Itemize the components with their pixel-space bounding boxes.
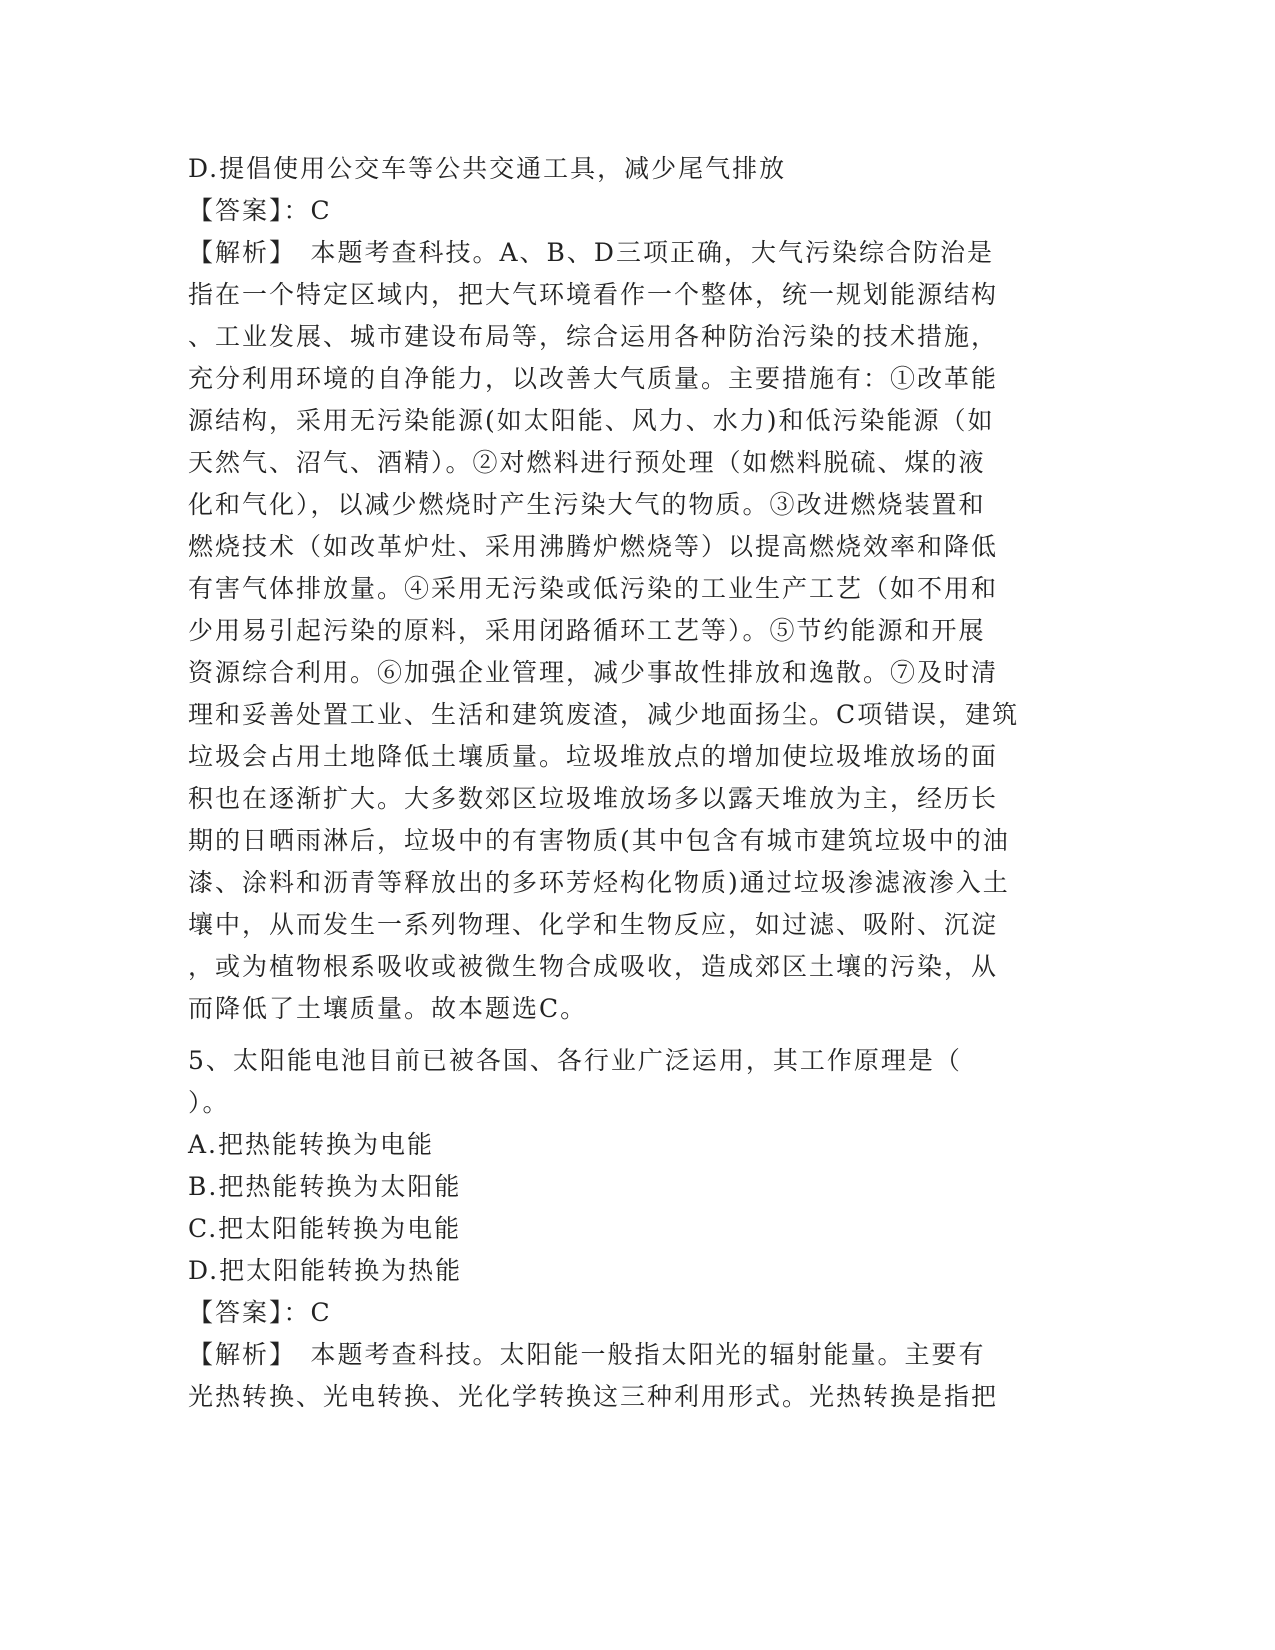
analysis-line: 理和妥善处置工业、生活和建筑废渣，减少地面扬尘。C项错误，建筑 [188,700,1020,729]
analysis-line: 燃烧技术（如改革炉灶、采用沸腾炉燃烧等）以提高燃烧效率和降低 [188,532,999,561]
question-5 [188,1040,1068,1418]
stem-line: ）。 [188,1088,230,1117]
option-c: C.把太阳能转换为电能 [188,1214,462,1243]
analysis-line: 光热转换、光电转换、光化学转换这三种利用形式。光热转换是指把 [188,1382,999,1411]
analysis-line: 有害气体排放量。④采用无污染或低污染的工业生产工艺（如不用和 [188,574,999,603]
question-gap [188,1030,1068,1040]
analysis-line: 积也在逐渐扩大。大多数郊区垃圾堆放场多以露天堆放为主，经历长 [188,784,999,813]
analysis-line: 而降低了土壤质量。故本题选C。 [188,994,588,1023]
analysis-line: 指在一个特定区域内，把大气环境看作一个整体，统一规划能源结构 [188,280,999,309]
analysis-line: 天然气、沼气、酒精）。②对燃料进行预处理（如燃料脱硫、煤的液 [188,448,986,477]
analysis-line: 充分利用环境的自净能力，以改善大气质量。主要措施有：①改革能 [188,364,999,393]
option-b: B.把热能转换为太阳能 [188,1172,462,1201]
question-4-tail [188,148,1068,1030]
analysis-line: 【解析】 本题考查科技。太阳能一般指太阳光的辐射能量。主要有 [188,1340,986,1369]
analysis-line: 期的日晒雨淋后，垃圾中的有害物质(其中包含有城市建筑垃圾中的油 [188,826,1010,855]
page-content [188,148,1068,1418]
question-stem [188,1040,1068,1124]
analysis-line: 少用易引起污染的原料，采用闭路循环工艺等）。⑤节约能源和开展 [188,616,986,645]
analysis-line: 漆、涂料和沥青等释放出的多环芳烃构化物质)通过垃圾渗滤液渗入土 [188,868,1010,897]
answer-line: 【答案】：C [188,1298,332,1327]
answer-line: 【答案】：C [188,196,332,225]
analysis-line: 【解析】 本题考查科技。A、B、D三项正确，大气污染综合防治是 [188,238,994,267]
analysis-line: 垃圾会占用土地降低土壤质量。垃圾堆放点的增加使垃圾堆放场的面 [188,742,999,771]
analysis-line: 壤中，从而发生一系列物理、化学和生物反应，如过滤、吸附、沉淀 [188,910,999,939]
analysis-line: ，或为植物根系吸收或被微生物合成吸收，造成郊区土壤的污染，从 [188,952,999,981]
analysis-line: 源结构，采用无污染能源(如太阳能、风力、水力)和低污染能源（如 [188,406,995,435]
analysis-block [188,232,1068,1030]
stem-line: 5、太阳能电池目前已被各国、各行业广泛运用，其工作原理是（ [188,1046,962,1075]
option-a: A.把热能转换为电能 [188,1130,435,1159]
option-d: D.把太阳能转换为热能 [188,1256,463,1285]
analysis-line: 化和气化），以减少燃烧时产生污染大气的物质。③改进燃烧装置和 [188,490,986,519]
options-list [188,1124,1068,1292]
analysis-line: 资源综合利用。⑥加强企业管理，减少事故性排放和逸散。⑦及时清 [188,658,999,687]
analysis-block [188,1334,1068,1418]
option-d: D.提倡使用公交车等公共交通工具，减少尾气排放 [188,154,787,183]
analysis-line: 、工业发展、城市建设布局等，综合运用各种防治污染的技术措施， [188,322,999,351]
